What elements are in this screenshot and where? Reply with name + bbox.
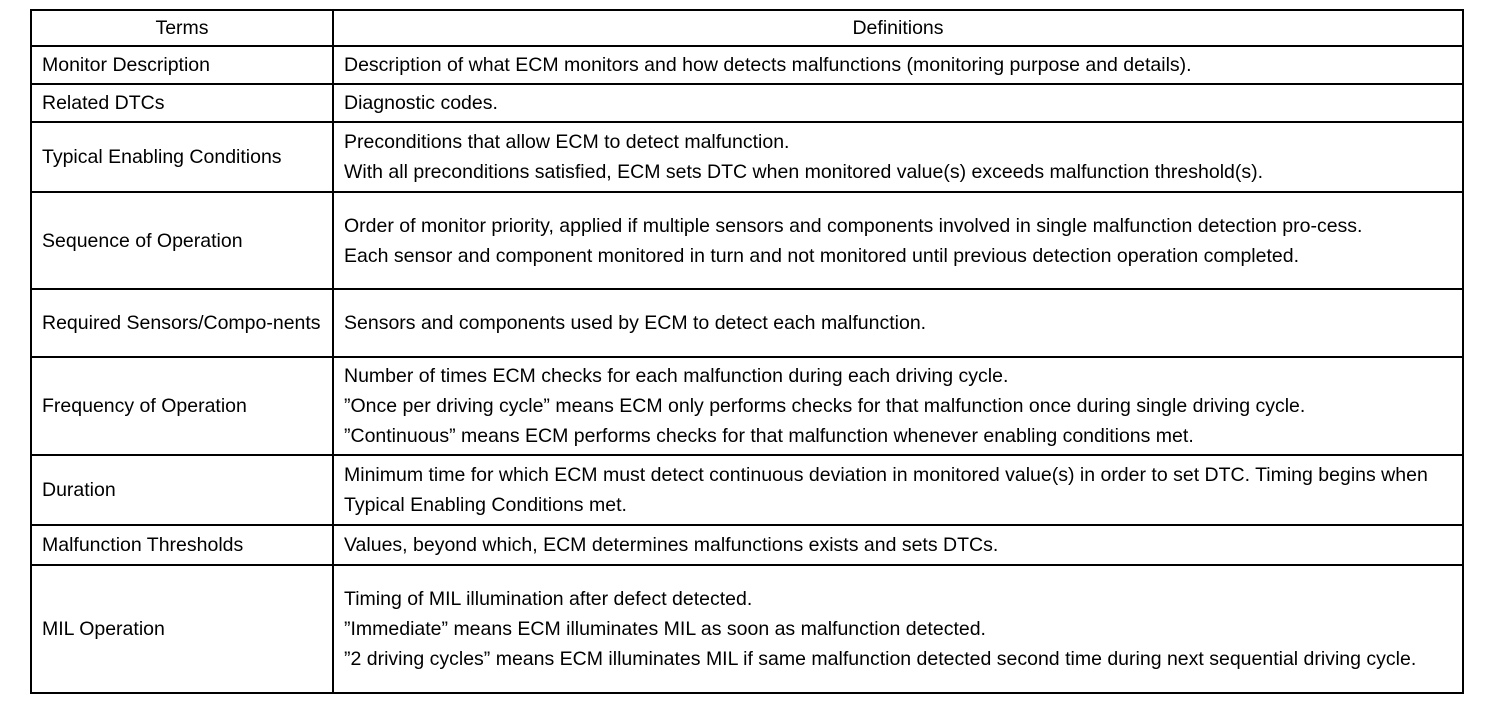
term-cell: Monitor Description (31, 46, 333, 84)
terms-definitions-table (30, 9, 1464, 694)
definition-cell (333, 192, 1463, 289)
header-definitions: Definitions (333, 10, 1463, 46)
term-cell: Typical Enabling Conditions (31, 122, 333, 192)
table-row (31, 122, 1463, 192)
term-cell: Related DTCs (31, 84, 333, 122)
term-cell: Malfunction Thresholds (31, 525, 333, 565)
definition-cell (333, 565, 1463, 693)
definition-line: Diagnostic codes. (344, 92, 498, 114)
definition-line: ”Immediate” means ECM illuminates MIL as soon as malfunction detected. (344, 618, 986, 640)
table-body (31, 46, 1463, 693)
table-row (31, 357, 1463, 455)
definition-cell (333, 289, 1463, 357)
definition-cell (333, 525, 1463, 565)
table-row (31, 525, 1463, 565)
term-cell: MIL Operation (31, 565, 333, 693)
definition-cell (333, 84, 1463, 122)
table-row (31, 565, 1463, 693)
definition-line: Sensors and components used by ECM to detect each malfunction. (344, 312, 927, 334)
definition-line: Preconditions that allow ECM to detect malfunction. (344, 131, 790, 153)
definition-line: Timing of MIL illumination after defect detected. (344, 588, 753, 610)
definition-line: Each sensor and component monitored in turn and not monitored until previous detection operation completed. (344, 244, 1300, 267)
term-cell: Frequency of Operation (31, 357, 333, 455)
definition-cell (333, 122, 1463, 192)
table-row (31, 455, 1463, 525)
definition-line: ”Continuous” means ECM performs checks for that malfunction whenever enabling conditions met. (344, 425, 1194, 447)
table-row (31, 289, 1463, 357)
definition-line: Number of times ECM checks for each malfunction during each driving cycle. (344, 365, 1009, 387)
definition-cell (333, 357, 1463, 455)
definition-cell (333, 455, 1463, 525)
table-row (31, 84, 1463, 122)
definition-line: Description of what ECM monitors and how detects malfunctions (monitoring purpose and details). (344, 54, 1192, 76)
term-cell: Duration (31, 455, 333, 525)
table-row (31, 192, 1463, 289)
term-line: Required Sensors/Compo-nents (42, 312, 321, 334)
definition-cell (333, 46, 1463, 84)
definition-line: ”2 driving cycles” means ECM illuminates MIL if same malfunction detected second time during next sequential driving cycle. (344, 648, 1417, 670)
term-cell: Sequence of Operation (31, 192, 333, 289)
header-row (31, 10, 1463, 46)
term-cell (31, 289, 333, 357)
table-row (31, 46, 1463, 84)
definition-line: With all preconditions satisfied, ECM sets DTC when monitored value(s) exceeds malfunction threshold(s). (344, 161, 1264, 183)
definition-line: Minimum time for which ECM must detect continuous deviation in monitored value(s) in order to set DTC. Timing begins when Typical Enabling Conditions met. (344, 464, 1428, 516)
definition-line: ”Once per driving cycle” means ECM only performs checks for that malfunction once during single driving cycle. (344, 395, 1306, 417)
definition-line: Values, beyond which, ECM determines malfunctions exists and sets DTCs. (344, 534, 999, 556)
definition-line: Order of monitor priority, applied if multiple sensors and components involved in single malfunction detection pro-cess. (344, 214, 1363, 237)
header-terms: Terms (31, 10, 333, 46)
